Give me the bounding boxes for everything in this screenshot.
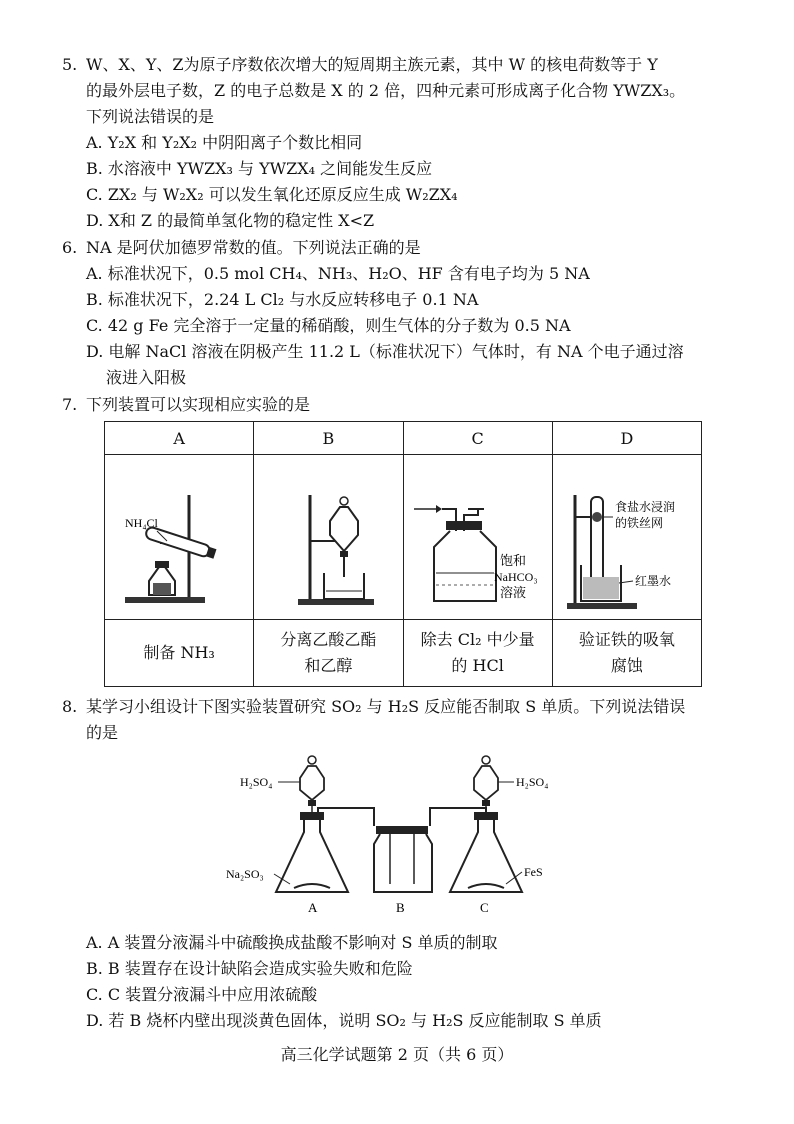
q7-number: 7. bbox=[62, 395, 78, 414]
flask-c-label: C bbox=[480, 900, 489, 915]
q8-option-d: D. 若 B 烧杯内壁出现淡黄色固体，说明 SO₂ 与 H₂S 反应能制取 S 单质 bbox=[86, 1011, 602, 1030]
table-header-c: C bbox=[403, 422, 552, 455]
apparatus-c-cell bbox=[403, 455, 552, 620]
q6-option-a: A. 标准状况下，0.5 mol CH₄、NH₃、H₂O、HF 含有电子均为 5 NA bbox=[86, 264, 590, 283]
apparatus-c-sol2: NaHCO₃ bbox=[493, 570, 538, 584]
caption-d: 验证铁的吸氧 腐蚀 bbox=[552, 620, 701, 687]
table-header-b: B bbox=[254, 422, 403, 455]
apparatus-d-lbl3: 红墨水 bbox=[634, 574, 671, 588]
q5-stem: 5. W、X、Y、Z为原子序数依次增大的短周期主族元素，其中 W 的核电荷数等于 Y bbox=[62, 52, 732, 78]
apparatus-d-cell bbox=[552, 455, 701, 620]
q8-apparatus-diagram bbox=[224, 752, 564, 920]
apparatus-a-drawing bbox=[105, 455, 253, 615]
apparatus-a-reagent-label: NH₄Cl bbox=[125, 516, 158, 530]
q8-stem-line2: 的是 bbox=[86, 723, 119, 742]
q6-option-d-cont: 液进入阳极 bbox=[106, 368, 187, 387]
q6-stem: 6. NA 是阿伏加德罗常数的值。下列说法正确的是 bbox=[62, 235, 732, 261]
q5-option-b: B. 水溶液中 YWZX₃ 与 YWZX₄ 之间能发生反应 bbox=[86, 159, 433, 178]
apparatus-c-drawing bbox=[404, 455, 552, 615]
q8-number: 8. bbox=[62, 697, 78, 716]
left-solid-label: Na₂SO₃ bbox=[226, 867, 264, 881]
q6-option-c: C. 42 g Fe 完全溶于一定量的稀硝酸，则生气体的分子数为 0.5 NA bbox=[86, 316, 571, 335]
q5-number: 5. bbox=[62, 55, 78, 74]
caption-a: 制备 NH₃ bbox=[105, 620, 254, 687]
table-header-d: D bbox=[552, 422, 701, 455]
left-acid-label: H₂SO₄ bbox=[240, 775, 273, 789]
apparatus-d-lbl2: 的铁丝网 bbox=[614, 516, 663, 530]
q8-option-c: C. C 装置分液漏斗中应用浓硫酸 bbox=[86, 985, 318, 1004]
apparatus-b-drawing bbox=[254, 455, 402, 615]
q6-option-d: D. 电解 NaCl 溶液在阴极产生 11.2 L（标准状况下）气体时，有 NA 个电子通过溶 bbox=[86, 342, 684, 361]
caption-b: 分离乙酸乙酯 和乙醇 bbox=[254, 620, 403, 687]
q5-option-d: D. X和 Z 的最简单氢化物的稳定性 X<Z bbox=[86, 211, 375, 230]
page-footer: 高三化学试题第 2 页（共 6 页） bbox=[280, 1045, 514, 1064]
right-acid-label: H₂SO₄ bbox=[516, 775, 549, 789]
q8-stem: 8. 某学习小组设计下图实验装置研究 SO₂ 与 H₂S 反应能否制取 S 单质。下列说法错误 bbox=[62, 694, 732, 720]
q5-stem-line3: 下列说法错误的是 bbox=[86, 107, 215, 126]
apparatus-b-cell bbox=[254, 455, 403, 620]
right-solid-label: FeS bbox=[524, 865, 543, 879]
apparatus-c-sol3: 溶液 bbox=[499, 585, 526, 600]
q8-option-a: A. A 装置分液漏斗中硫酸换成盐酸不影响对 S 单质的制取 bbox=[86, 933, 498, 952]
q5-option-a: A. Y₂X 和 Y₂X₂ 中阴阳离子个数比相同 bbox=[86, 133, 363, 152]
caption-c: 除去 Cl₂ 中少量 的 HCl bbox=[403, 620, 552, 687]
q6-option-b: B. 标准状况下，2.24 L Cl₂ 与水反应转移电子 0.1 NA bbox=[86, 290, 479, 309]
apparatus-d-lbl1: 食盐水浸润 bbox=[614, 500, 675, 514]
flask-a-label: A bbox=[308, 900, 318, 915]
apparatus-c-sol1: 饱和 bbox=[499, 553, 526, 568]
apparatus-table bbox=[104, 421, 702, 687]
q6-number: 6. bbox=[62, 238, 78, 257]
apparatus-d-drawing bbox=[553, 455, 701, 615]
q8-option-b: B. B 装置存在设计缺陷会造成实验失败和危险 bbox=[86, 959, 413, 978]
apparatus-a-cell bbox=[105, 455, 254, 620]
beaker-b-label: B bbox=[396, 900, 405, 915]
table-header-a: A bbox=[105, 422, 254, 455]
q5-stem-line2: 的最外层电子数，Z 的电子总数是 X 的 2 倍，四种元素可形成离子化合物 YWZX₃。 bbox=[86, 81, 686, 100]
q5-option-c: C. ZX₂ 与 W₂X₂ 可以发生氧化还原反应生成 W₂ZX₄ bbox=[86, 185, 458, 204]
q7-stem: 7. 下列装置可以实现相应实验的是 bbox=[62, 392, 732, 418]
